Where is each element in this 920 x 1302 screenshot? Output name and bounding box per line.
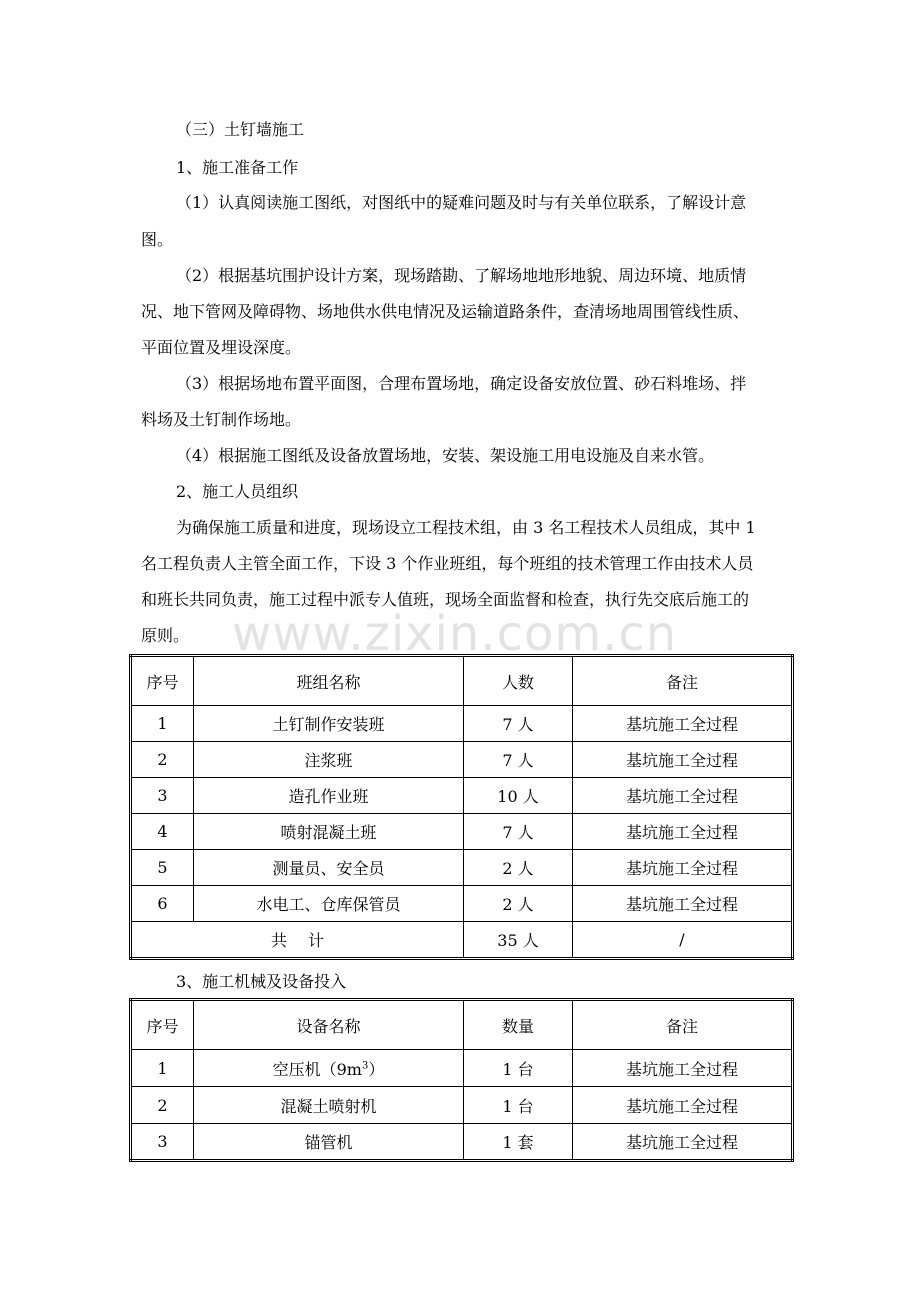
table-cell: 基坑施工全过程	[573, 742, 793, 778]
paragraph-2-line-2: 况、地下管网及障碍物、场地供水供电情况及运输道路条件，查清场地周围管线性质、	[141, 302, 750, 321]
header-cell: 数量	[464, 1000, 573, 1050]
table-cell: 基坑施工全过程	[573, 850, 793, 886]
equipment-name-tail: ）	[368, 1059, 385, 1079]
table-cell: 基坑施工全过程	[573, 814, 793, 850]
table-cell: 1	[131, 1050, 194, 1087]
paragraph-5-line-4: 原则。	[141, 626, 190, 645]
table-cell: 基坑施工全过程	[573, 706, 793, 742]
table-cell: 3	[131, 1124, 194, 1161]
table-cell: 锚管机	[194, 1124, 464, 1161]
table-cell: 2	[131, 1087, 194, 1124]
total-count: 35 人	[464, 922, 573, 959]
section-heading: （三）土钉墙施工	[176, 120, 305, 139]
table-cell: 水电工、仓库保管员	[194, 886, 464, 922]
table-cell: 6	[131, 886, 194, 922]
table-cell: 基坑施工全过程	[573, 886, 793, 922]
table-row	[131, 850, 793, 886]
equipment-table	[129, 998, 794, 1162]
paragraph-3-line-1: （3）根据场地布置平面图，合理布置场地，确定设备安放位置、砂石料堆场、拌	[176, 374, 747, 393]
table-row	[131, 886, 793, 922]
table-cell: 1 台	[464, 1050, 573, 1087]
equipment-name-text: 空压机（9m	[272, 1059, 362, 1079]
table-cell: 10 人	[464, 778, 573, 814]
total-note: /	[573, 922, 793, 959]
table-cell: 造孔作业班	[194, 778, 464, 814]
table-total-row	[131, 922, 793, 959]
table-cell: 3	[131, 778, 194, 814]
table-row	[131, 814, 793, 850]
watermark: www.zixin.com.cn	[232, 606, 678, 662]
table-row	[131, 706, 793, 742]
paragraph-2-line-3: 平面位置及埋设深度。	[141, 338, 302, 357]
table-cell: 测量员、安全员	[194, 850, 464, 886]
table-header-row	[131, 1000, 793, 1050]
header-cell: 备注	[573, 1000, 793, 1050]
table-row	[131, 778, 793, 814]
header-cell: 序号	[131, 1000, 194, 1050]
table-cell: 喷射混凝土班	[194, 814, 464, 850]
table-cell: 7 人	[464, 814, 573, 850]
table-cell: 混凝土喷射机	[194, 1087, 464, 1124]
table-cell: 2	[131, 742, 194, 778]
superscript-unit: 3	[361, 1060, 369, 1072]
paragraph-3-line-2: 料场及土钉制作场地。	[141, 410, 302, 429]
table-cell: 4	[131, 814, 194, 850]
table-cell: 2 人	[464, 886, 573, 922]
table-cell: 7 人	[464, 742, 573, 778]
table-row	[131, 1087, 793, 1124]
paragraph-5-line-2: 名工程负责人主管全面工作，下设 3 个作业班组，每个班组的技术管理工作由技术人员	[141, 554, 754, 573]
table-cell: 7 人	[464, 706, 573, 742]
table-cell: 基坑施工全过程	[573, 778, 793, 814]
table-cell: 基坑施工全过程	[573, 1050, 793, 1087]
table-cell: 2 人	[464, 850, 573, 886]
table-cell: 土钉制作安装班	[194, 706, 464, 742]
paragraph-2-line-1: （2）根据基坑围护设计方案，现场踏勘、了解场地地形地貌、周边环境、地质情	[176, 266, 747, 285]
staff-table	[129, 654, 794, 960]
header-cell: 人数	[464, 656, 573, 706]
header-cell: 序号	[131, 656, 194, 706]
table-cell: 基坑施工全过程	[573, 1124, 793, 1161]
paragraph-5-line-3: 和班长共同负责，施工过程中派专人值班，现场全面监督和检查，执行先交底后施工的	[141, 590, 750, 609]
table-cell: 1 套	[464, 1124, 573, 1161]
table-row	[131, 1124, 793, 1161]
table-row	[131, 1050, 793, 1087]
header-cell: 设备名称	[194, 1000, 464, 1050]
paragraph-4-line-1: （4）根据施工图纸及设备放置场地，安装、架设施工用电设施及自来水管。	[176, 446, 715, 465]
table-cell: 1	[131, 706, 194, 742]
subsection-title-equipment: 3、施工机械及设备投入	[176, 972, 347, 991]
table-cell: 5	[131, 850, 194, 886]
table-cell: 基坑施工全过程	[573, 1087, 793, 1124]
table-row	[131, 742, 793, 778]
table-cell: 1 台	[464, 1087, 573, 1124]
paragraph-1-line-1: （1）认真阅读施工图纸，对图纸中的疑难问题及时与有关单位联系，了解设计意	[176, 193, 747, 212]
paragraph-5-line-1: 为确保施工质量和进度，现场设立工程技术组，由 3 名工程技术人员组成，其中 1	[176, 518, 756, 537]
paragraph-1-line-2: 图。	[141, 230, 174, 249]
subsection-title-preparation: 1、施工准备工作	[176, 158, 299, 177]
total-label: 共 计	[131, 922, 464, 959]
subsection-title-staffing: 2、施工人员组织	[176, 482, 299, 501]
table-cell: 注浆班	[194, 742, 464, 778]
header-cell: 班组名称	[194, 656, 464, 706]
table-cell-equipment-name	[194, 1050, 464, 1087]
table-header-row	[131, 656, 793, 706]
header-cell: 备注	[573, 656, 793, 706]
